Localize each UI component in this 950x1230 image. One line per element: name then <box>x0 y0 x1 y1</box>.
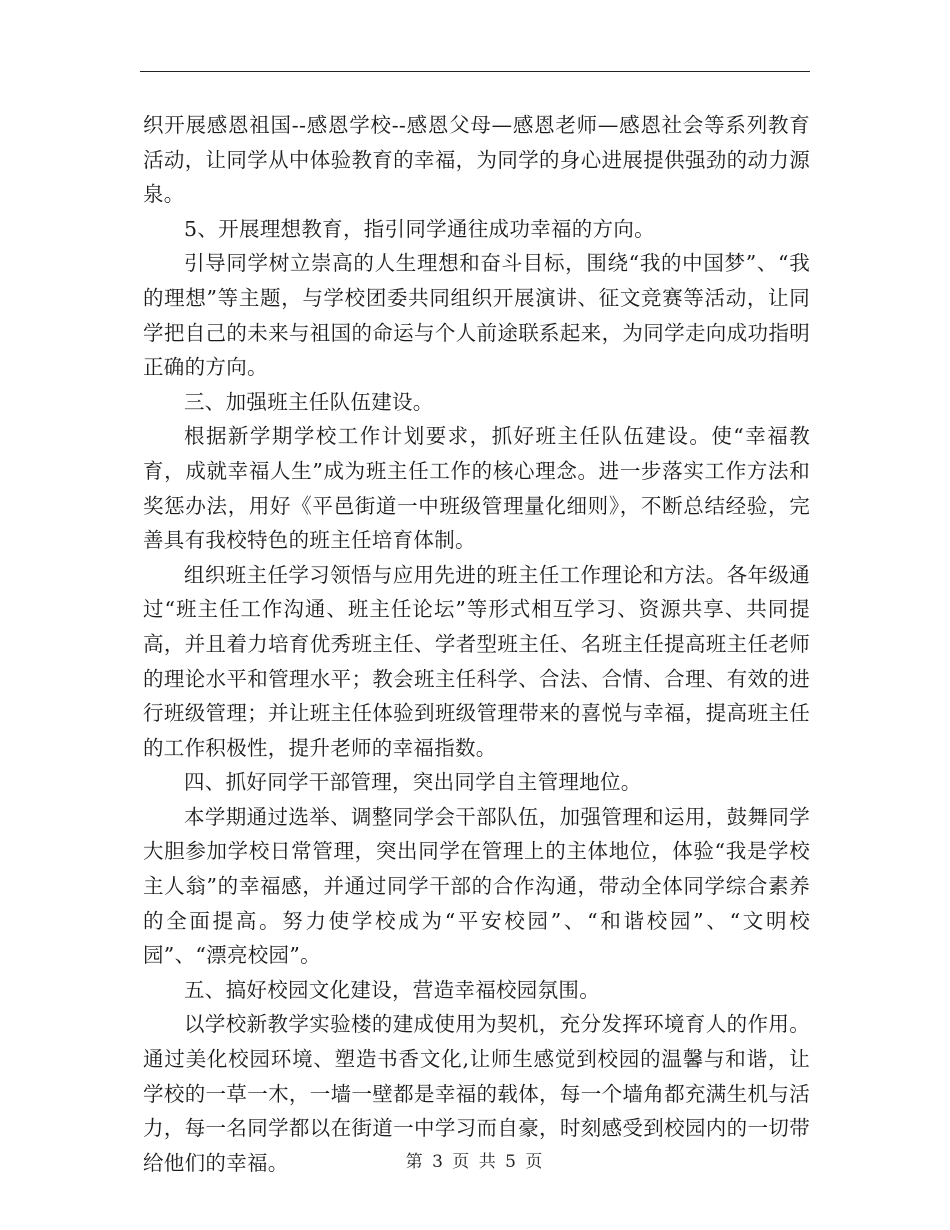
paragraph-head-teacher-plan: 根据新学期学校工作计划要求，抓好班主任队伍建设。使“幸福教育，成就幸福人生”成为班主任工作的核心理念。进一步落实工作方法和奖惩办法，用好《平邑街道一中班级管理量化细则》，不断总结经验，完善具有我校特色的班主任培育体制。 <box>143 424 810 553</box>
paragraph-head-teacher-study: 组织班主任学习领悟与应用先进的班主任工作理论和方法。各年级通过“班主任工作沟通、班主任论坛”等形式相互学习、资源共享、共同提高，并且着力培育优秀班主任、学者型班主任、名班主任提高班主任老师的理论水平和管理水平；教会班主任科学、合法、合情、合理、有效的进行班级管理；并让班主任体验到班级管理带来的喜悦与幸福，提高班主任的工作积极性，提升老师的幸福指数。 <box>143 562 810 760</box>
section-heading-student-cadre: 四、抓好同学干部管理，突出同学自主管理地位。 <box>184 770 642 795</box>
page-number: 第 3 页 共 5 页 <box>405 1152 545 1172</box>
section-heading-ideal-education: 5、开展理想教育，指引同学通往成功幸福的方向。 <box>184 216 655 241</box>
paragraph-campus-culture: 以学校新教学实验楼的建成使用为契机，充分发挥环境育人的作用。通过美化校园环境、塑造书香文化,让师生感觉到校园的温馨与和谐，让学校的一草一木，一墙一壁都是幸福的载体，每一个墙角都充满生机与活力，每一名同学都以在街道一中学习而自豪，时刻感受到校园内的一切带给他们的幸福。 <box>143 1012 810 1175</box>
section-heading-head-teacher: 三、加强班主任队伍建设。 <box>184 389 434 414</box>
section-heading-campus-culture: 五、搞好校园文化建设，营造幸福校园氛围。 <box>184 977 600 1002</box>
document-body <box>143 108 810 1180</box>
header-rule <box>140 71 810 72</box>
paragraph-continuation: 织开展感恩祖国--感恩学校--感恩父母—感恩老师—感恩社会等系列教育活动，让同学从中体验教育的幸福，为同学的身心进展提供强劲的动力源泉。 <box>143 113 810 207</box>
paragraph-student-cadre: 本学期通过选举、调整同学会干部队伍，加强管理和运用，鼓舞同学大胆参加学校日常管理，突出同学在管理上的主体地位，体验“我是学校主人翁”的幸福感，并通过同学干部的合作沟通，带动全体同学综合素养的全面提高。努力使学校成为“平安校园”、“和谐校园”、“文明校园”、“漂亮校园”。 <box>143 804 810 968</box>
paragraph-ideal-education: 引导同学树立崇高的人生理想和奋斗目标，围绕“我的中国梦”、“我的理想”等主题，与学校团委共同组织开展演讲、征文竞赛等活动，让同学把自己的未来与祖国的命运与个人前途联系起来，为同学走向成功指明正确的方向。 <box>143 251 810 380</box>
